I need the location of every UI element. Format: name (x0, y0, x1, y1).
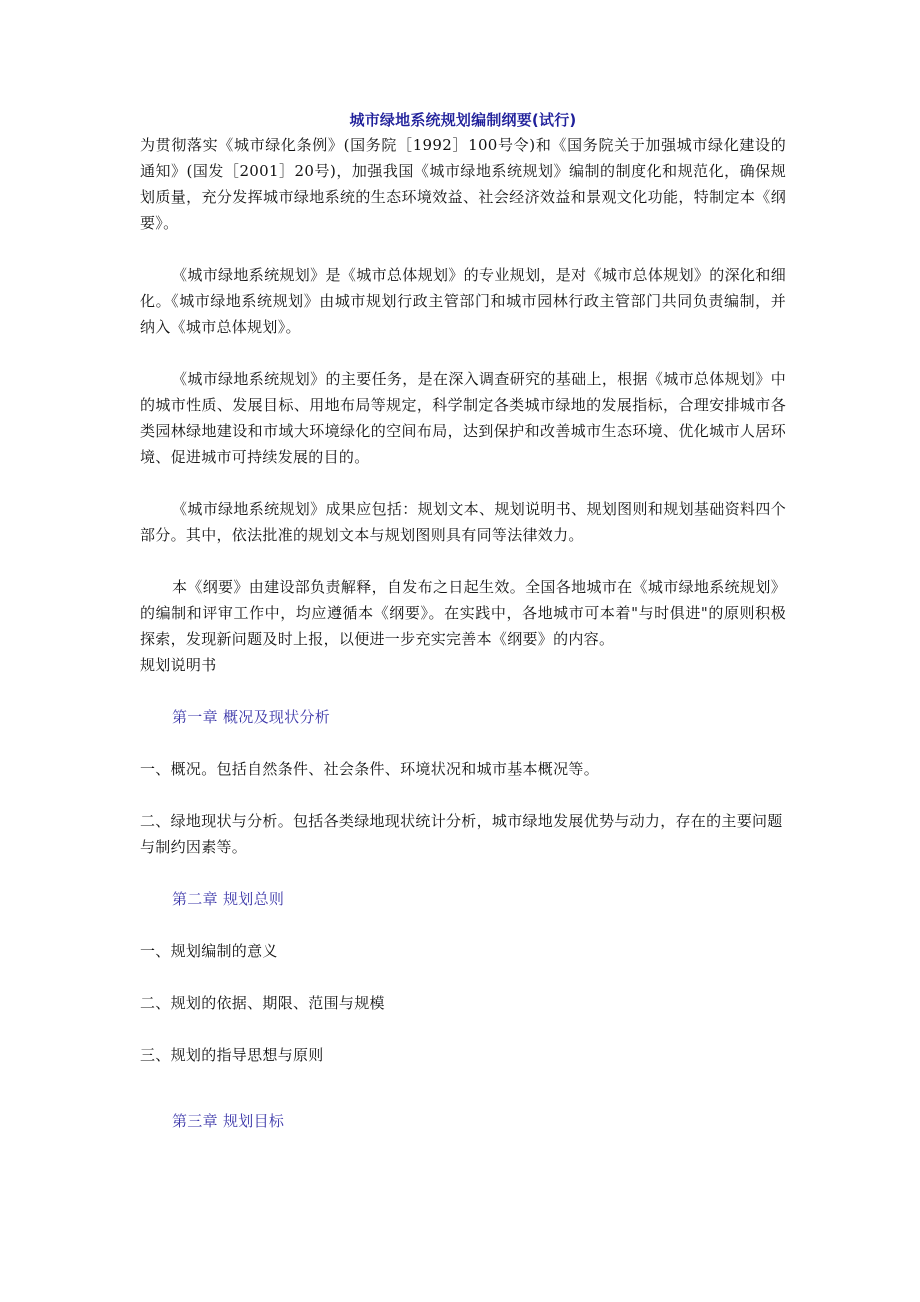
document-page (140, 108, 786, 1134)
document-title: 城市绿地系统规划编制纲要(试行) (349, 111, 577, 129)
body-paragraph-1: 《城市绿地系统规划》是《城市总体规划》的专业规划，是对《城市总体规划》的深化和细化。《城市绿地系统规划》由城市规划行政主管部门和城市园林行政主管部门共同负责编制，并纳入《城市总体规划》。 (140, 266, 786, 336)
chapter-2-item-2: 二、规划的依据、期限、范围与规模 (140, 994, 385, 1012)
intro-paragraph: 为贯彻落实《城市绿化条例》(国务院［1992］100号令)和《国务院关于加强城市绿化建设的通知》(国发［2001］20号)，加强我国《城市绿地系统规划》编制的制度化和规范化，确保规划质量，充分发挥城市绿地系统的生态环境效益、社会经济效益和景观文化功能，特制定本《纲要》。 (140, 136, 786, 232)
body-paragraph-2: 《城市绿地系统规划》的主要任务，是在深入调查研究的基础上，根据《城市总体规划》中的城市性质、发展目标、用地布局等规定，科学制定各类城市绿地的发展指标，合理安排城市各类园林绿地建设和市域大环境绿化的空间布局，达到保护和改善城市生态环境、优化城市人居环境、促进城市可持续发展的目的。 (140, 370, 786, 466)
body-paragraph-4: 本《纲要》由建设部负责解释，自发布之日起生效。全国各地城市在《城市绿地系统规划》的编制和评审工作中，均应遵循本《纲要》。在实践中，各地城市可本着"与时俱进"的原则积极探索，发现新问题及时上报，以便进一步充实完善本《纲要》的内容。 (140, 578, 786, 648)
body-paragraph-3: 《城市绿地系统规划》成果应包括：规划文本、规划说明书、规划图则和规划基础资料四个部分。其中，依法批准的规划文本与规划图则具有同等法律效力。 (140, 500, 786, 544)
chapter-1-heading: 第一章 概况及现状分析 (172, 708, 331, 726)
chapter-2-heading: 第二章 规划总则 (172, 890, 285, 908)
chapter-1-item-2: 二、绿地现状与分析。包括各类绿地现状统计分析，城市绿地发展优势与动力，存在的主要问题与制约因素等。 (140, 812, 783, 856)
chapter-3-heading: 第三章 规划目标 (172, 1112, 285, 1130)
chapter-1-item-1: 一、概况。包括自然条件、社会条件、环境状况和城市基本概况等。 (140, 760, 600, 778)
chapter-2-item-3: 三、规划的指导思想与原则 (140, 1046, 324, 1064)
chapter-2-item-1: 一、规划编制的意义 (140, 942, 278, 960)
section-label: 规划说明书 (140, 656, 217, 674)
